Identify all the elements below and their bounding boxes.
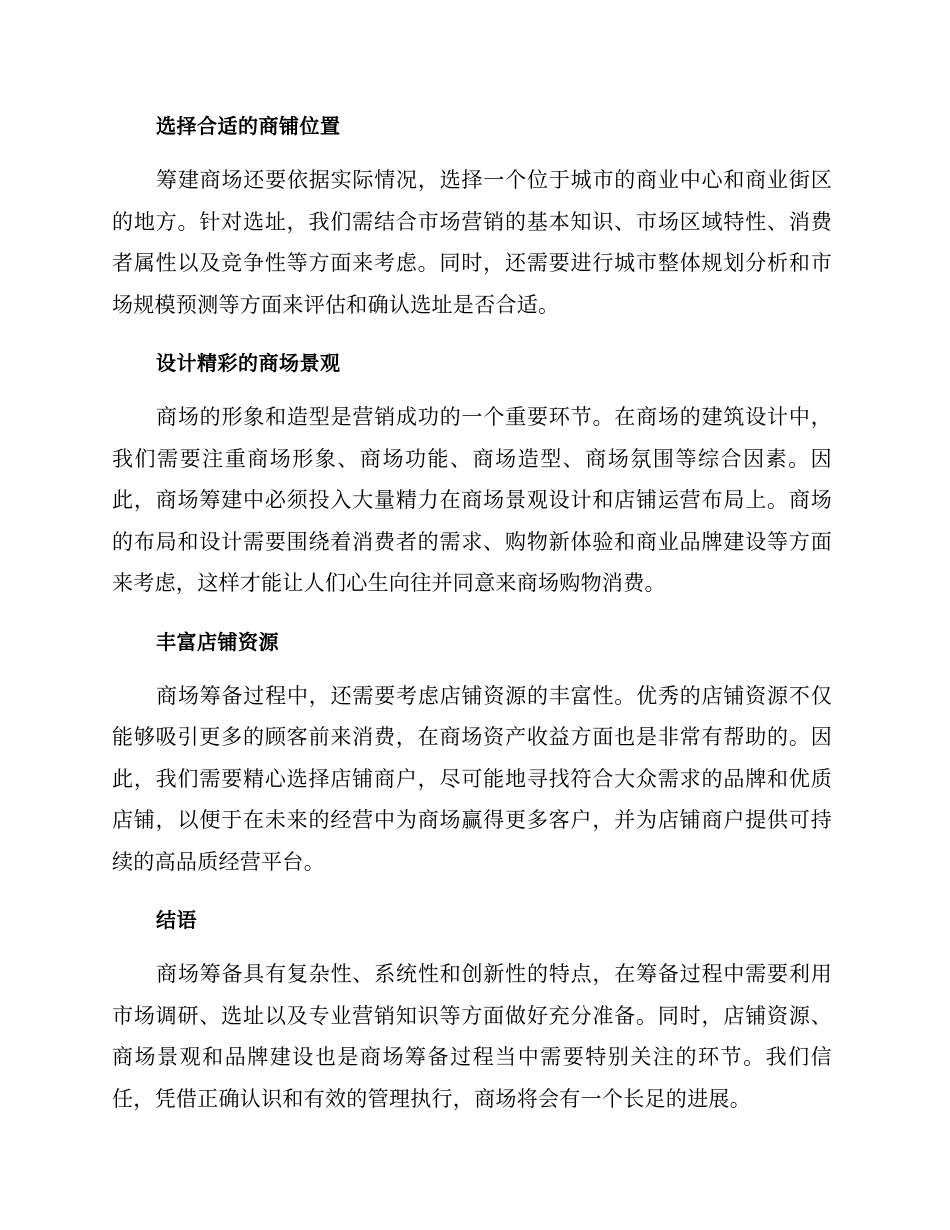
section-conclusion: [112, 900, 832, 1120]
section-store-location: [112, 106, 832, 326]
section-mall-landscape: [112, 343, 832, 605]
section-paragraph: 商场的形象和造型是营销成功的一个重要环节。在商场的建筑设计中，我们需要注重商场形象、商场功能、商场造型、商场氛围等综合因素。因此，商场筹建中必须投入大量精力在商场景观设计和店铺运营布局上。商场的布局和设计需要围绕着消费者的需求、购物新体验和商业品牌建设等方面来考虑，这样才能让人们心生向往并同意来商场购物消费。: [112, 405, 832, 595]
section-heading: 设计精彩的商场景观: [156, 351, 341, 375]
section-heading: 结语: [156, 908, 197, 932]
section-paragraph: 筹建商场还要依据实际情况，选择一个位于城市的商业中心和商业街区的地方。针对选址，我们需结合市场营销的基本知识、市场区域特性、消费者属性以及竞争性等方面来考虑。同时，还需要进行城市整体规划分析和市场规模预测等方面来评估和确认选址是否合适。: [112, 168, 832, 317]
section-paragraph: 商场筹备具有复杂性、系统性和创新性的特点，在筹备过程中需要利用市场调研、选址以及专业营销知识等方面做好充分准备。同时，店铺资源、商场景观和品牌建设也是商场筹备过程当中需要特别关注的环节。我们信任，凭借正确认识和有效的管理执行，商场将会有一个长足的进展。: [112, 962, 832, 1111]
section-heading: 选择合适的商铺位置: [156, 114, 341, 138]
section-paragraph: 商场筹备过程中，还需要考虑店铺资源的丰富性。优秀的店铺资源不仅能够吸引更多的顾客前来消费，在商场资产收益方面也是非常有帮助的。因此，我们需要精心选择店铺商户，尽可能地寻找符合大众需求的品牌和优质店铺，以便于在未来的经营中为商场赢得更多客户，并为店铺商户提供可持续的高品质经营平台。: [112, 683, 832, 874]
section-store-resources: [112, 622, 832, 884]
section-heading: 丰富店铺资源: [156, 629, 279, 654]
document-body: [112, 106, 832, 1137]
